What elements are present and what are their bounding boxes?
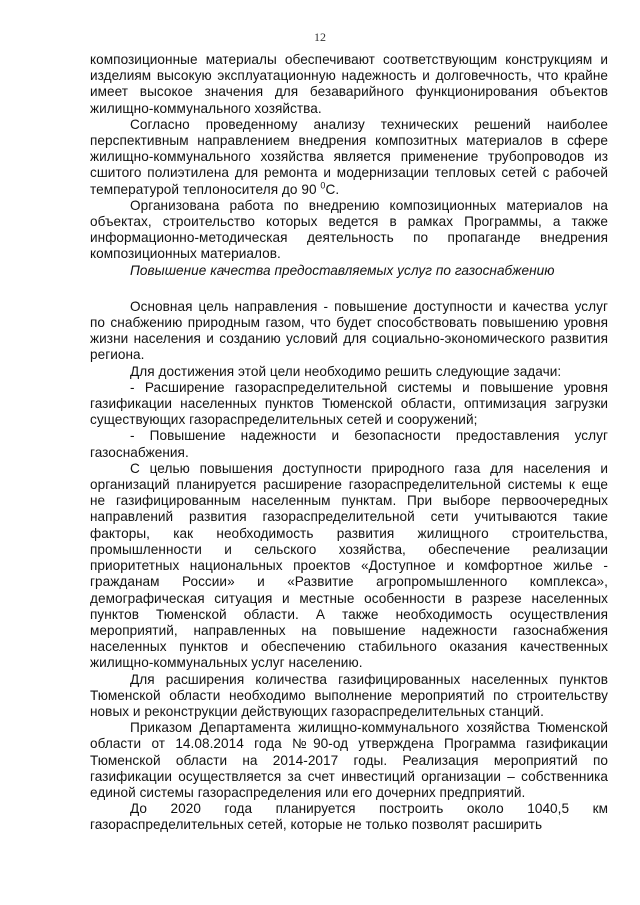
paragraph: Приказом Департамента жилищно-коммунального хозяйства Тюменской области от 14.08.2014 года №90-од утверждена Программа газификации Тюменской области на 2014-2017 годы. Реализация мероприятий по газификации осуществляется за счет инвестиций организации – собственника единой системы газораспределения или его дочерних предприятий. [90,720,608,800]
page-number: 12 [314,30,326,44]
paragraph: Для достижения этой цели необходимо решить следующие задачи: [130,363,562,379]
paragraph: Основная цель направления - повышение доступности и качества услуг по снабжению природным газом, что будет способствовать повышению уровня жизни населения и созданию условий для социально-экономического развития региона. [90,298,608,363]
degree-superscript: 0 [320,180,326,191]
paragraph: С целью повышения доступности природного газа для населения и организаций планируется расширение газораспределительной системы к еще не газифицированным населенным пунктам. При выборе первоочередных направлений развития газораспределительной сети учитываются такие факторы, как необходимость развития жилищного строительства, промышленности и сельского хозяйства, обеспечение реализации приоритетных национальных проектов «Доступное и комфортное жилье - гражданам России» и «Развитие агропромышленного комплекса», демографическая ситуация и местные особенности в разрезе населенных пунктов Тюменской области. А также необходимость осуществления мероприятий, направленных на повышение надежности газоснабжения населенных пунктов и обеспечению стабильного оказания качественных жилищно-коммунальных услуг населению. [90,460,608,671]
paragraph: Для расширения количества газифицированных населенных пунктов Тюменской области необходимо выполнение мероприятий по строительству новых и реконструкции действующих газораспределительных станций. [90,671,608,719]
list-item: - Расширение газораспределительной системы и повышение уровня газификации населенных пунктов Тюменской области, оптимизация загрузки существующих газораспределительных сетей и сооружений; [90,379,608,428]
temperature-unit: С. [325,181,340,197]
section-heading: Повышение качества предоставляемых услуг по газоснабжению [130,262,555,278]
paragraph: До 2020 года планируется построить около 1040,5 км газораспределительных сетей, которые не только позволят расширить [90,801,608,833]
document-body [90,52,608,834]
list-item: - Повышение надежности и безопасности предоставления услуг газоснабжения. [90,428,608,460]
paragraph-with-temperature [90,117,608,198]
paragraph: композиционные материалы обеспечивают соответствующим конструкциям и изделиям высокую эксплуатационную надежность и долговечность, что крайне имеет высокое значения для безаварийного функционирования объектов жилищно-коммунального хозяйства. [90,52,608,116]
paragraph-text: Согласно проведенному анализу технических решений наиболее перспективным направлением внедрения композитных материалов в сфере жилищно-коммунального хозяйства является применение трубопроводов из сшитого полиэтилена для ремонта и модернизации тепловых сетей с рабочей температурой теплоносителя до 90 [90,116,608,197]
paragraph: Организована работа по внедрению композиционных материалов на объектах, строительство которых ведется в рамках Программы, а также информационно-методическая деятельность по пропаганде внедрения композиционных материалов. [90,197,608,262]
